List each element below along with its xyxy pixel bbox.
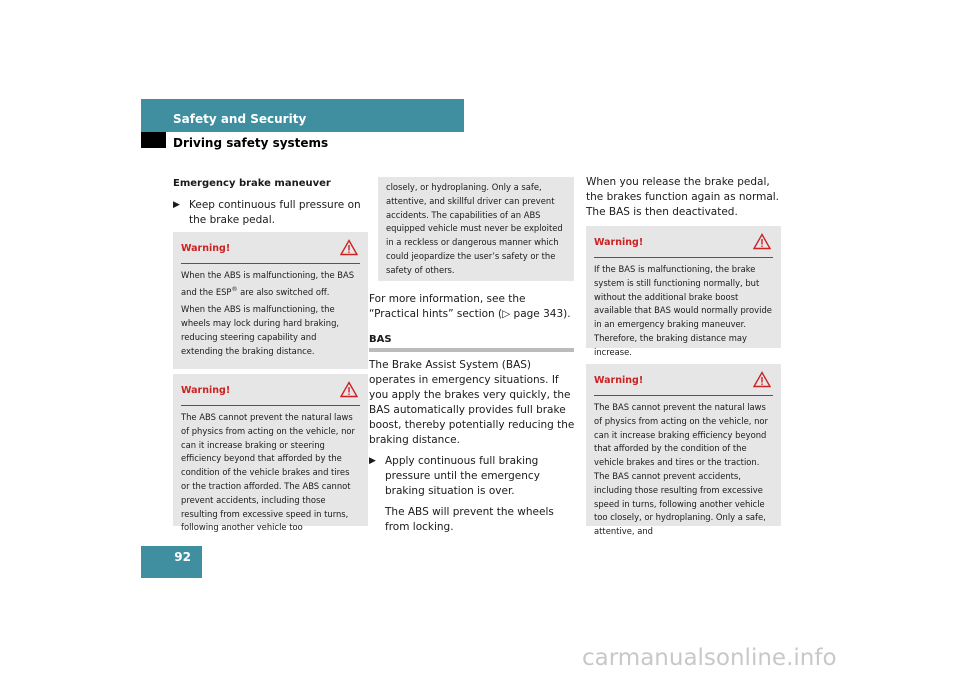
warning-text: If the BAS is malfunctioning, the brake system is still functioning normally, but without the additional brake boost available that BAS would normally provide in an emergency braking maneuver. Therefore, the braking distance may increase. xyxy=(594,264,772,357)
warning-header xyxy=(594,226,773,258)
warning-label: Warning! xyxy=(181,385,231,396)
release-text: When you release the brake pedal, the brakes function again as normal. The BAS is then deactivated. xyxy=(586,176,780,218)
warning-box-bas-physics xyxy=(586,364,781,537)
warning-header xyxy=(181,374,360,406)
bas-heading: BAS xyxy=(369,334,574,352)
warning-label: Warning! xyxy=(594,375,644,386)
bullet-text: Apply continuous full braking pressure until the emergency braking situation is over. xyxy=(385,455,540,497)
column-1 xyxy=(173,176,368,228)
warning-header xyxy=(594,364,773,396)
warning-box-bas-malfunction xyxy=(586,226,781,357)
warning-box-abs-physics xyxy=(173,374,368,533)
warning-text: The BAS cannot prevent the natural laws of physics from acting on the vehicle, nor can it increase braking efficiency beyond that afforded by the condition of the vehicle brakes and tires or the traction. The BAS cannot prevent accidents, including those resulting from excessive speed in turns, following another vehicle too closely, or hydroplaning. Only a safe, attentive, and xyxy=(594,402,768,537)
warning-label: Warning! xyxy=(181,243,231,254)
warning-triangle-icon xyxy=(753,371,771,388)
warning-triangle-icon xyxy=(753,233,771,250)
warning-text: When the ABS is malfunctioning, the wheels may lock during hard braking, reducing steering capability and extending the braking distance. xyxy=(181,304,340,356)
bullet-arrow-icon: ▶ xyxy=(173,200,180,210)
emergency-heading: Emergency brake maneuver xyxy=(173,178,331,189)
page-number: 92 xyxy=(141,546,202,578)
warning-label: Warning! xyxy=(594,237,644,248)
bullet-arrow-icon: ▶ xyxy=(369,456,376,466)
warning-text: closely, or hydroplaning. Only a safe, attentive, and skillful driver can prevent accidents. The capabilities of an ABS equipped vehicle must never be exploited in a reckless or dangerous manner which could jeopardize the user’s safety or the safety of others. xyxy=(386,182,563,275)
warning-text-part: are also switched off. xyxy=(237,286,330,297)
section-title: Safety and Security xyxy=(173,112,307,126)
warning-text: The ABS cannot prevent the natural laws of physics from acting on the vehicle, nor can it increase braking or steering efficiency beyond that afforded by the condition of the vehicle brakes and tires or the traction afforded. The ABS cannot prevent accidents, including those resulting from excessive speed in turns, following another vehicle too xyxy=(181,412,355,533)
bas-body: The Brake Assist System (BAS) operates in emergency situations. If you apply the brakes very quickly, the BAS automatically provides full brake boost, thereby potentially reducing the braking distance. xyxy=(369,359,575,446)
bullet-item xyxy=(369,454,576,499)
registered-mark: ® xyxy=(231,285,238,293)
subsection-title: Driving safety systems xyxy=(173,136,329,150)
bullet-item xyxy=(173,198,368,228)
more-info xyxy=(369,292,574,322)
warning-triangle-icon xyxy=(340,381,358,398)
warning-header xyxy=(181,232,360,264)
warning-text-part: When the ABS is malfunctioning, the BAS and the ESP xyxy=(181,270,355,297)
warning-box-abs-malfunction xyxy=(173,232,368,369)
indented-note: The ABS will prevent the wheels from locking. xyxy=(385,506,554,533)
warning-continuation-box xyxy=(378,177,574,281)
bullet-text: Keep continuous full pressure on the brake pedal. xyxy=(189,199,361,226)
column-3 xyxy=(586,175,781,220)
warning-triangle-icon xyxy=(340,239,358,256)
header-marker xyxy=(141,132,166,148)
warning-text xyxy=(181,269,360,299)
watermark: carmanualsonline.info xyxy=(582,645,837,671)
column-2-body xyxy=(369,358,576,535)
more-info-text: For more information, see the “Practical hints” section (▷ page 343). xyxy=(369,293,571,320)
